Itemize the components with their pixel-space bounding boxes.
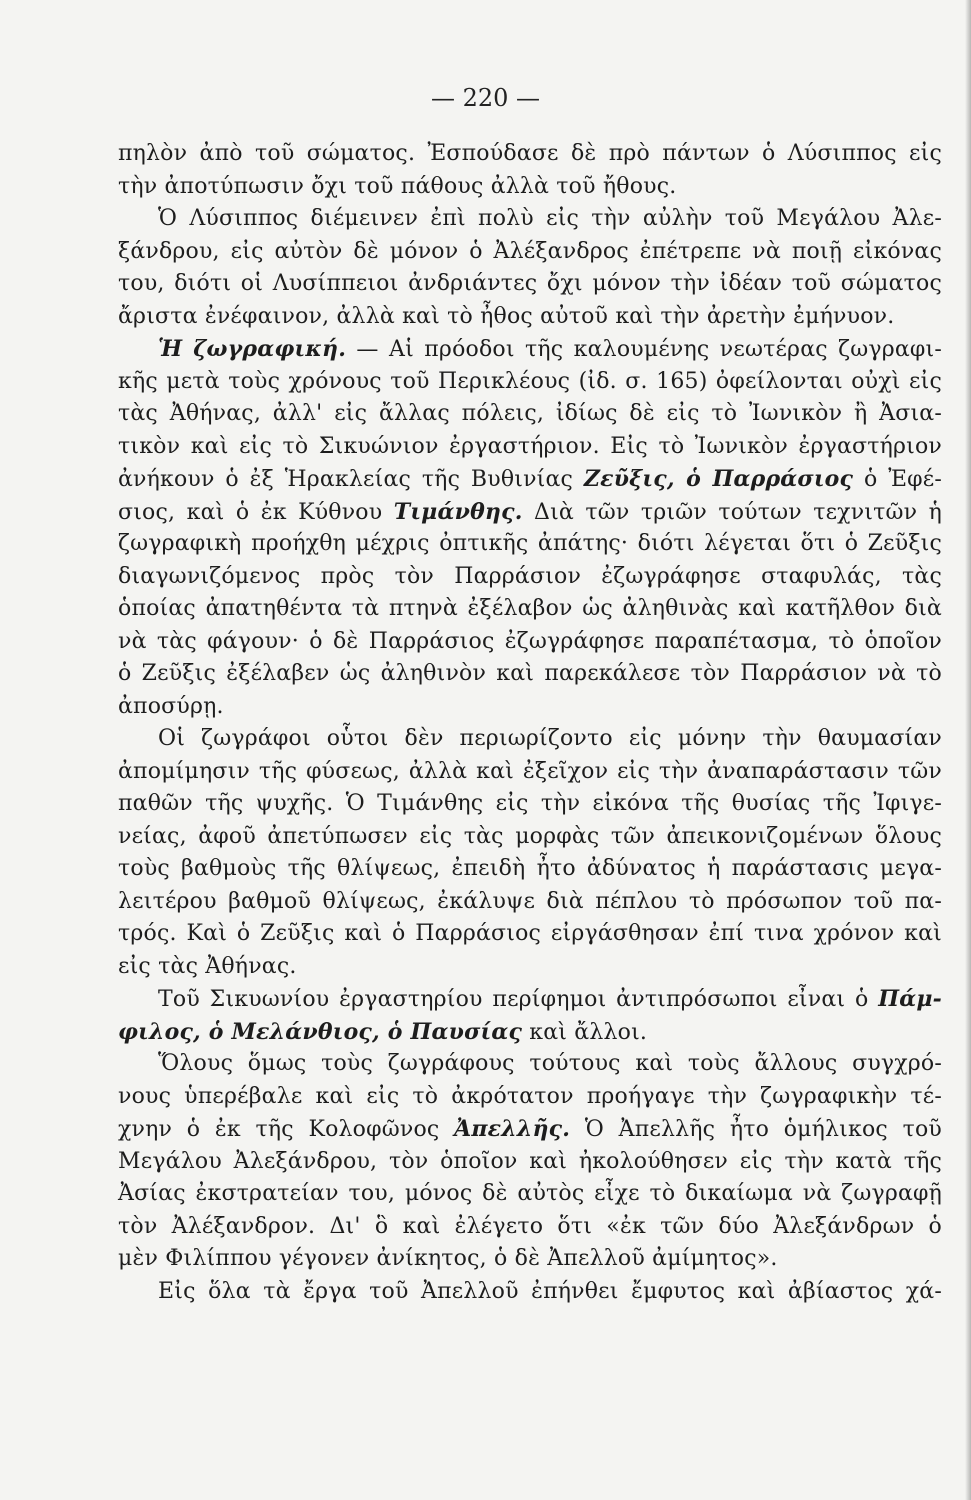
text-run: καὶ ἄλλοι. xyxy=(522,1019,648,1045)
text-line xyxy=(118,528,942,561)
text-line xyxy=(118,593,942,626)
text-run: παθῶν τῆς ψυχῆς. Ὁ Τιμάνθης εἰς τὴν εἰκόνα τῆς θυσίας τῆς Ἰφιγε- xyxy=(118,791,942,816)
text-line xyxy=(118,301,942,334)
text-run: τὴν ἀποτύπωσιν ὄχι τοῦ πάθους ἀλλὰ τοῦ ἤθους. xyxy=(118,173,677,199)
text-run: τρός. Καὶ ὁ Ζεῦξις καὶ ὁ Παρράσιος εἰργάσθησαν ἐπί τινα χρόνον καὶ xyxy=(118,921,942,946)
text-line xyxy=(118,658,942,691)
text-line xyxy=(118,1113,942,1146)
text-line xyxy=(118,398,942,431)
text-line xyxy=(118,268,942,301)
text-run: ἀπομίμησιν τῆς φύσεως, ἀλλὰ καὶ ἐξεῖχον εἰς τὴν ἀναπαράστασιν τῶν xyxy=(118,758,942,784)
text-run: Τοῦ Σικυωνίου ἐργαστηρίου περίφημοι ἀντιπρόσωποι εἶναι ὁ xyxy=(158,987,879,1012)
text-run: Μεγάλου Ἀλεξάνδρου, τὸν ὁποῖον καὶ ἠκολούθησεν εἰς τὴν κατὰ τῆς xyxy=(118,1148,942,1174)
text-run: διαγωνιζόμενος πρὸς τὸν Παρράσιον ἐζωγράφησε σταφυλάς, τὰς xyxy=(118,563,942,589)
text-run: Ὁ Λύσιππος διέμεινεν ἐπὶ πολὺ εἰς τὴν αὐλὴν τοῦ Μεγάλου Ἀλε- xyxy=(158,206,942,231)
text-line xyxy=(118,1178,942,1211)
text-run: νους ὑπερέβαλε καὶ εἰς τὸ ἀκρότατον προήγαγε τὴν ζωγραφικὴν τέ- xyxy=(118,1083,942,1109)
text-line xyxy=(118,496,942,529)
text-line xyxy=(118,951,942,984)
text-line xyxy=(118,788,942,821)
text-run: ὁποίας ἀπατηθέντα τὰ πτηνὰ ἐξέλαβον ὡς ἀληθινὰς καὶ κατῆλθον διὰ xyxy=(118,596,942,621)
text-run: ὁ Ζεῦξις ἐξέλαβεν ὡς ἀληθινὸν καὶ παρεκάλεσε τὸν Παρράσιον νὰ τὸ xyxy=(118,661,942,686)
text-run: νὰ τὰς φάγουν· ὁ δὲ Παρράσιος ἐζωγράφησε παραπέτασμα, τὸ ὁποῖον xyxy=(118,628,942,654)
text-run: τὰς Ἀθήνας, ἀλλ' εἰς ἄλλας πόλεις, ἰδίως δὲ εἰς τὸ Ἰωνικὸν ἢ Ἀσια- xyxy=(118,401,942,426)
text-line xyxy=(118,203,942,236)
text-run: νείας, ἀφοῦ ἀπετύπωσεν εἰς τὰς μορφὰς τῶν ἀπεικονιζομένων ὅλους xyxy=(118,823,942,849)
emphasized-name: Τιμάνθης. xyxy=(393,498,523,525)
text-run: μὲν Φιλίππου γέγονεν ἀνίκητος, ὁ δὲ Ἀπελλοῦ ἀμίμητος». xyxy=(118,1246,778,1271)
text-run: Οἱ ζωγράφοι οὗτοι δὲν περιωρίζοντο εἰς μόνην τὴν θαυμασίαν xyxy=(158,726,942,751)
text-line xyxy=(118,983,942,1016)
emphasized-name: Πάμ- xyxy=(878,986,942,1012)
text-line xyxy=(118,366,942,399)
text-line xyxy=(118,333,942,366)
emphasized-name: φιλος, ὁ Μελάνθιος, ὁ Παυσίας xyxy=(118,1018,523,1045)
text-line xyxy=(118,463,942,496)
text-line xyxy=(118,1211,942,1244)
text-line xyxy=(118,431,942,464)
text-line xyxy=(118,723,942,756)
page-number: — 220 — xyxy=(430,84,541,112)
text-run: ξάνδρου, εἰς αὐτὸν δὲ μόνον ὁ Ἀλέξανδρος ἐπέτρεπε νὰ ποιῇ εἰκόνας xyxy=(118,238,942,264)
text-run: Διὰ τῶν τριῶν τούτων τεχνιτῶν ἡ xyxy=(522,499,942,525)
text-run: Εἰς ὅλα τὰ ἔργα τοῦ Ἀπελλοῦ ἐπήνθει ἔμφυτος καὶ ἀβίαστος χά- xyxy=(158,1278,942,1304)
text-run: — Αἱ πρόοδοι τῆς καλουμένης νεωτέρας ζωγραφι- xyxy=(346,337,942,362)
emphasized-name: Ζεῦξις, ὁ Παρράσιος xyxy=(583,466,854,492)
text-run: πηλὸν ἀπὸ τοῦ σώματος. Ἐσπούδασε δὲ πρὸ πάντων ὁ Λύσιππος εἰς xyxy=(118,141,942,166)
text-run: τοὺς βαθμοὺς τῆς θλίψεως, ἐπειδὴ ἦτο ἀδύνατος ἡ παράστασις μεγα- xyxy=(118,856,942,881)
emphasized-name: Ἀπελλῆς. xyxy=(454,1116,571,1142)
text-line xyxy=(118,756,942,789)
text-run: Ὅλους ὅμως τοὺς ζωγράφους τούτους καὶ τοὺς ἄλλους συγχρό- xyxy=(158,1051,942,1076)
text-run: του, διότι οἱ Λυσίππειοι ἀνδριάντες ὄχι μόνον τὴν ἰδέαν τοῦ σώματος xyxy=(118,271,942,296)
text-run: εἰς τὰς Ἀθήνας. xyxy=(118,953,297,979)
page-edge-shadow xyxy=(965,0,971,1500)
text-line xyxy=(118,1016,942,1049)
text-line xyxy=(118,886,942,919)
text-line xyxy=(118,236,942,269)
text-run: σιος, καὶ ὁ ἐκ Κύθνου xyxy=(118,499,394,525)
emphasized-name: Ἡ ζωγραφική. xyxy=(158,336,347,362)
text-run: ἀνήκουν ὁ ἐξ Ἡρακλείας τῆς Βυθινίας xyxy=(118,467,584,492)
text-line xyxy=(118,561,942,594)
text-line xyxy=(118,821,942,854)
body-text xyxy=(118,138,942,1308)
text-run: Ἀσίας ἐκστρατείαν του, μόνος δὲ αὐτὸς εἶχε τὸ δικαίωμα νὰ ζωγραφῇ xyxy=(118,1181,942,1206)
text-run: τὸν Ἀλέξανδρον. Δι' ὃ καὶ ἐλέγετο ὅτι «ἐκ τῶν δύο Ἀλεξάνδρων ὁ xyxy=(118,1213,942,1239)
text-line xyxy=(118,1081,942,1114)
text-run: ἄριστα ἐνέφαινον, ἀλλὰ καὶ τὸ ἦθος αὐτοῦ καὶ τὴν ἀρετὴν ἐμήνυον. xyxy=(118,303,895,329)
text-run: τικὸν καὶ εἰς τὸ Σικυώνιον ἐργαστήριον. Εἰς τὸ Ἰωνικὸν ἐργαστήριον xyxy=(118,433,942,459)
text-line xyxy=(118,853,942,886)
text-run: ὁ Ἐφέ- xyxy=(853,467,942,492)
text-line xyxy=(118,918,942,951)
text-run: λειτέρου βαθμοῦ θλίψεως, ἐκάλυψε διὰ πέπλου τὸ πρόσωπον τοῦ πα- xyxy=(118,888,942,914)
text-line xyxy=(118,171,942,204)
text-line xyxy=(118,1243,942,1276)
text-line xyxy=(118,1276,942,1309)
text-run: χνην ὁ ἐκ τῆς Κολοφῶνος xyxy=(118,1117,455,1142)
text-run: Ὁ Ἀπελλῆς ἦτο ὁμήλικος τοῦ xyxy=(570,1117,942,1142)
text-line xyxy=(118,1146,942,1179)
text-run: ἀποσύρῃ. xyxy=(118,693,224,719)
text-line xyxy=(118,626,942,659)
text-line xyxy=(118,138,942,171)
text-line xyxy=(118,1048,942,1081)
text-run: ζωγραφικὴ προήχθη μέχρις ὀπτικῆς ἀπάτης· διότι λέγεται ὅτι ὁ Ζεῦξις xyxy=(118,531,942,556)
text-line xyxy=(118,691,942,724)
text-run: κῆς μετὰ τοὺς χρόνους τοῦ Περικλέους (ἰδ. σ. 165) ὀφείλονται οὐχὶ εἰς xyxy=(118,368,942,394)
